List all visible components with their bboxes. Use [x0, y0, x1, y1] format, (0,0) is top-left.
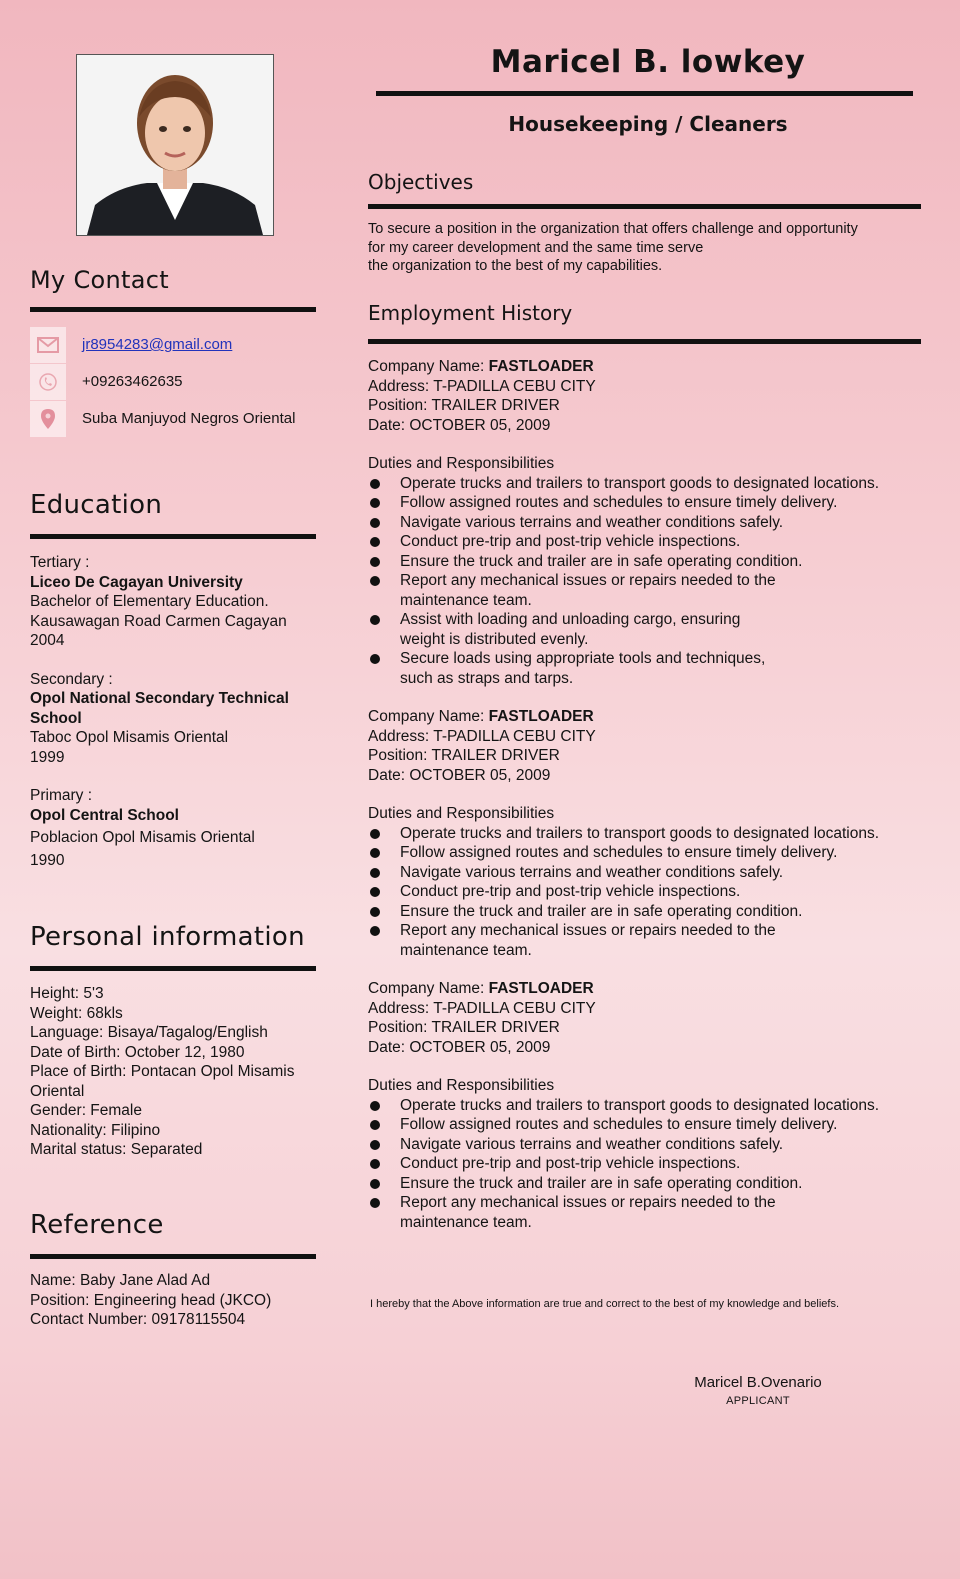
job-entry [368, 357, 928, 688]
signature-role: APPLICANT [726, 1395, 790, 1407]
job-position-value: TRAILER DRIVER [431, 747, 560, 764]
duty-item: Report any mechanical issues or repairs needed to the maintenance team. [368, 1193, 928, 1232]
employment-section [368, 301, 928, 1232]
email-link[interactable]: jr8954283@gmail.com [82, 336, 233, 353]
job-position-value: TRAILER DRIVER [431, 1019, 560, 1036]
job-date-label: Date: [368, 1038, 410, 1056]
signature-block [668, 1374, 848, 1407]
objectives-text [368, 220, 928, 276]
profile-photo [76, 54, 274, 236]
reference-line: Position: Engineering head (JKCO) [30, 1291, 272, 1309]
employment-title: Employment History [368, 301, 573, 325]
duty-item: Operate trucks and trailers to transport goods to designated locations. [368, 824, 928, 844]
job-address [368, 999, 928, 1019]
job-position-label: Position: [368, 1019, 432, 1036]
personal-line: Place of Birth: Pontacan Opol Misamis [30, 1063, 295, 1080]
contact-email-row [30, 326, 320, 363]
personal-line: Marital status: Separated [30, 1141, 203, 1158]
job-position [368, 746, 928, 766]
personal-line: Oriental [30, 1082, 85, 1100]
location-pin-icon [30, 401, 66, 437]
job-list [368, 357, 928, 1232]
tertiary-school: Liceo De Cagayan University [30, 573, 243, 591]
personal-line: Language: Bisaya/Tagalog/English [30, 1024, 268, 1041]
job-position [368, 1018, 928, 1038]
job-address-value: T-PADILLA CEBU CITY [433, 377, 596, 395]
duty-item: Ensure the truck and trailer are in safe operating condition. [368, 552, 928, 572]
tertiary-label: Tertiary : [30, 554, 90, 571]
objective-line: for my career development and the same time serve [368, 239, 704, 256]
personal-list [30, 984, 322, 1160]
duty-item: Report any mechanical issues or repairs needed to the maintenance team. [368, 921, 928, 960]
duty-item: Operate trucks and trailers to transport goods to designated locations. [368, 474, 928, 494]
job-address-label: Address: [368, 727, 434, 745]
job-position-label: Position: [368, 747, 432, 764]
job-company-value: FASTLOADER [488, 708, 594, 725]
duty-item: Conduct pre-trip and post-trip vehicle inspections. [368, 882, 928, 902]
job-position-label: Position: [368, 397, 432, 414]
job-position [368, 396, 928, 416]
job-address-label: Address: [368, 999, 434, 1017]
duty-item: Follow assigned routes and schedules to ensure timely delivery. [368, 493, 928, 513]
duty-item: Navigate various terrains and weather conditions safely. [368, 513, 928, 533]
reference-line: Contact Number: 09178115504 [30, 1311, 246, 1328]
contact-phone-row [30, 363, 320, 400]
duties-list [368, 824, 928, 961]
job-date-value: OCTOBER 05, 2009 [409, 416, 551, 434]
tertiary-course: Bachelor of Elementary Education. [30, 593, 269, 610]
reference-rule [30, 1254, 316, 1259]
objective-line: To secure a position in the organization that offers challenge and opportunity [368, 221, 858, 237]
objectives-rule [368, 204, 921, 209]
secondary-label: Secondary : [30, 670, 113, 688]
duties-list [368, 474, 928, 689]
reference-title: Reference [30, 1210, 164, 1240]
job-date [368, 1038, 928, 1058]
job-address-label: Address: [368, 377, 434, 395]
personal-line: Height: 5'3 [30, 985, 104, 1002]
duty-item: Report any mechanical issues or repairs needed to the maintenance team. [368, 571, 928, 610]
job-company-value: FASTLOADER [488, 358, 594, 375]
duty-item: Assist with loading and unloading cargo, ensuring weight is distributed evenly. [368, 610, 928, 649]
duty-item: Conduct pre-trip and post-trip vehicle inspections. [368, 532, 928, 552]
mail-icon [30, 327, 66, 363]
primary-label: Primary : [30, 787, 92, 804]
job-company-label: Company Name: [368, 980, 489, 997]
job-date-value: OCTOBER 05, 2009 [409, 1038, 551, 1056]
duties-list [368, 1096, 928, 1233]
reference-list [30, 1271, 320, 1330]
secondary-year: 1999 [30, 748, 65, 766]
primary-year: 1990 [30, 851, 65, 869]
duty-item: Ensure the truck and trailer are in safe operating condition. [368, 1174, 928, 1194]
contact-list [30, 326, 320, 437]
duties-heading: Duties and Responsibilities [368, 805, 555, 822]
job-date [368, 766, 928, 786]
secondary-school-line2: School [30, 709, 82, 727]
job-company [368, 357, 928, 377]
duty-item: Conduct pre-trip and post-trip vehicle inspections. [368, 1154, 928, 1174]
duty-item: Operate trucks and trailers to transport goods to designated locations. [368, 1096, 928, 1116]
job-date-label: Date: [368, 766, 410, 784]
job-company [368, 707, 928, 727]
signature-name: Maricel B.Ovenario [694, 1374, 822, 1391]
phone-number: +09263462635 [82, 373, 183, 390]
duties-heading: Duties and Responsibilities [368, 1077, 555, 1094]
secondary-school-line1: Opol National Secondary Technical [30, 690, 289, 707]
education-primary [30, 786, 320, 870]
job-entry [368, 707, 928, 960]
reference-line: Name: Baby Jane Alad Ad [30, 1272, 211, 1289]
personal-line: Nationality: Filipino [30, 1121, 161, 1139]
name-rule [376, 91, 913, 96]
phone-icon [30, 364, 66, 400]
personal-section [30, 922, 322, 1160]
person-portrait-icon [77, 55, 273, 235]
applicant-name: Maricel B. lowkey [490, 44, 806, 80]
personal-line: Weight: 68kls [30, 1004, 123, 1022]
personal-title: Personal information [30, 922, 305, 952]
secondary-address: Taboc Opol Misamis Oriental [30, 729, 229, 746]
primary-address: Poblacion Opol Misamis Oriental [30, 829, 255, 846]
job-entry [368, 979, 928, 1232]
employment-rule [368, 339, 921, 344]
duty-item: Follow assigned routes and schedules to ensure timely delivery. [368, 843, 928, 863]
reference-section [30, 1210, 320, 1330]
declaration-text: I hereby that the Above information are true and correct to the best of my knowledge and beliefs. [370, 1298, 839, 1310]
education-secondary [30, 670, 320, 768]
job-address-value: T-PADILLA CEBU CITY [433, 727, 596, 745]
tertiary-address: Kausawagan Road Carmen Cagayan [30, 612, 287, 630]
job-company-label: Company Name: [368, 358, 489, 375]
contact-section [30, 266, 320, 437]
job-company-label: Company Name: [368, 708, 489, 725]
duty-item: Navigate various terrains and weather conditions safely. [368, 863, 928, 883]
duties-heading: Duties and Responsibilities [368, 455, 555, 472]
duty-item: Secure loads using appropriate tools and techniques, such as straps and tarps. [368, 649, 928, 688]
education-tertiary [30, 553, 320, 651]
job-address [368, 377, 928, 397]
education-section [30, 490, 320, 870]
contact-address-row [30, 400, 320, 437]
personal-line: Gender: Female [30, 1102, 142, 1119]
job-company [368, 979, 928, 999]
contact-rule [30, 307, 316, 312]
job-position-value: TRAILER DRIVER [431, 397, 560, 414]
objectives-section [368, 170, 928, 276]
job-date-label: Date: [368, 416, 410, 434]
job-company-value: FASTLOADER [488, 980, 594, 997]
job-address [368, 727, 928, 747]
objective-line: the organization to the best of my capabilities. [368, 258, 663, 274]
objectives-title: Objectives [368, 170, 474, 194]
contact-title: My Contact [30, 266, 169, 294]
tertiary-year: 2004 [30, 632, 65, 649]
duty-item: Follow assigned routes and schedules to ensure timely delivery. [368, 1115, 928, 1135]
duty-item: Ensure the truck and trailer are in safe operating condition. [368, 902, 928, 922]
job-date-value: OCTOBER 05, 2009 [409, 766, 551, 784]
primary-school: Opol Central School [30, 806, 179, 824]
personal-line: Date of Birth: October 12, 1980 [30, 1043, 245, 1061]
job-title: Housekeeping / Cleaners [508, 112, 788, 136]
duty-item: Navigate various terrains and weather conditions safely. [368, 1135, 928, 1155]
education-rule [30, 534, 316, 539]
address-text: Suba Manjuyod Negros Oriental [82, 410, 296, 427]
education-title: Education [30, 490, 163, 520]
job-date [368, 416, 928, 436]
job-address-value: T-PADILLA CEBU CITY [433, 999, 596, 1017]
personal-rule [30, 966, 316, 971]
